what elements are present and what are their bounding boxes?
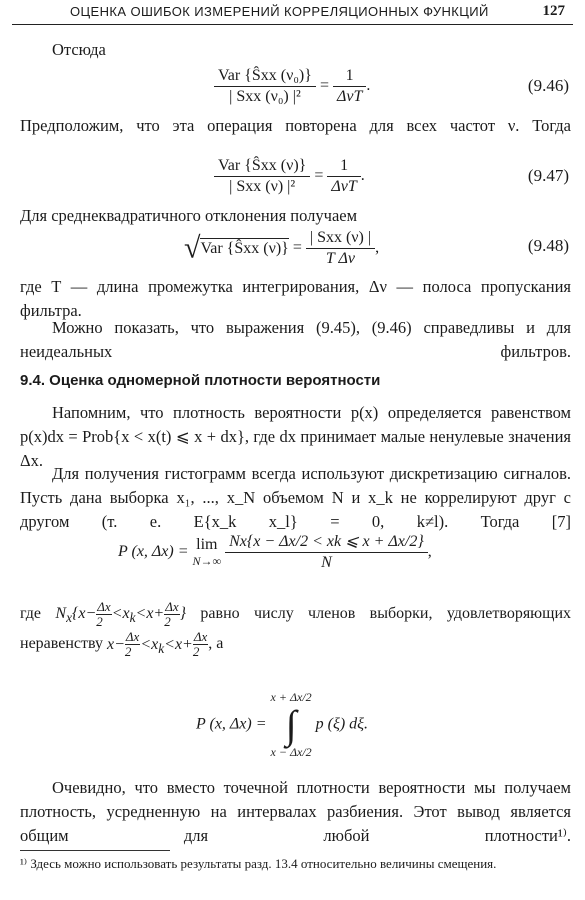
equation-P-int [196, 690, 368, 760]
gde-N-end: , а [208, 635, 224, 653]
paragraph-dlya-skv: Для среднеквадратичного отклонения получаем [20, 206, 358, 225]
lim-word: lim [196, 536, 218, 553]
gde-N-start: где [20, 605, 42, 623]
eq946-numerator: Var {Ŝxx (ν₀)} [214, 66, 316, 87]
eq946-denominator: | Sxx (ν₀) |² [229, 88, 301, 105]
eq946-rhs-numerator: 1 [333, 66, 366, 87]
equation-label-9-46: (9.46) [527, 76, 569, 95]
eq947-rhs-numerator: 1 [327, 156, 360, 177]
integral-operator [271, 690, 312, 760]
page-header [12, 0, 573, 25]
paragraph-predpolozhim: Предположим, что эта операция повторена для всех частот ν. Тогда [20, 116, 571, 135]
equation-9-46: $\frac{\text{Var \{Ŝxx (ν₀)\}}}{\text{| Sxx (ν₀) |²}}$ = $\frac{1}{\text{ΔνT}}$ . [214, 66, 370, 107]
section-heading: 9.4. Оценка одномерной плотности вероятности [20, 372, 381, 389]
lim-subscript: N→∞ [192, 554, 222, 568]
gde-N-mid: равно числу членов выборки, удовлетворяющих неравенству [20, 605, 572, 653]
paragraph-gde-T: где T — длина промежутка интегрирования, Δν — полоса пропускания фильтра. [20, 277, 571, 320]
page-number: 127 [542, 3, 565, 19]
eq948-rhs-denominator: T Δν [325, 250, 356, 267]
paragraph-gde-N: где $N_x\{x-$ $\frac{\Delta x}{2}$ $<x_k<x+$ $\frac{\Delta x}{2}$ } равно числу членов выборки, удовлетворяющих неравенству x− $\frac{\Delta x}{2}$ $<x_k<x+$ $\frac{\Delta x}{2}$ , а [20, 599, 572, 660]
paragraph-ochevidno: Очевидно, что вместо точечной плотности вероятности мы получаем плотность, усредненную на интервалах разбиения. Этот вывод является общим для любой плотности¹⁾. [20, 778, 571, 845]
eq946-rhs-denominator: ΔνT [336, 88, 363, 105]
eq947-numerator: Var {Ŝxx (ν)} [214, 156, 310, 177]
integral-upper-limit: x + Δx/2 [270, 690, 312, 704]
footnote-rule [20, 850, 170, 851]
equation-9-48: √Var {Ŝxx (ν)} = $\frac{\text{| Sxx (ν) |}}{\text{T Δν}}$ , [184, 229, 380, 267]
eq-P-lim-lhs: P (x, Δx) = [118, 543, 189, 561]
paragraph-dlya-gist: Для получения гистограмм всегда используют дискретизацию сигналов. Пусть дана выборка x₁, ..., x_N объемом N и x_k не коррелируют друг с другом (т. е. E{x_k x_l} = 0, k≠l). Тогда [7] [20, 464, 571, 531]
eq947-denominator: | Sxx (ν) |² [229, 178, 296, 195]
eq948-radicand: Var {Ŝxx (ν)} [200, 239, 289, 257]
eq-P-lim-numerator: Nx{x − Δx/2 < xk ⩽ x + Δx/2} [225, 532, 428, 553]
eq947-rhs-denominator: ΔνT [331, 178, 357, 195]
equation-label-9-47: (9.47) [527, 166, 569, 185]
equation-P-lim: P (x, Δx) = lim N→∞ $\frac{Nx\{x - \Delta x/2 < xk ⩽ x + \Delta x/2\}}{N}$ , [118, 533, 432, 571]
equation-9-47: $\frac{\text{Var \{Ŝxx (ν)\}}}{\text{| Sxx (ν) |²}}$ = $\frac{1}{\text{ΔνT}}$ . [214, 156, 365, 197]
eq-P-lim-denominator: N [321, 554, 332, 571]
sqrt-icon: √ [184, 231, 201, 265]
paragraph-otsyuda: Отсюда [52, 40, 106, 59]
eq948-rhs-numerator: | Sxx (ν) | [306, 228, 375, 249]
lim-operator [193, 536, 222, 569]
integrand: p (ξ) dξ. [315, 715, 369, 733]
footnote: ¹⁾ Здесь можно использовать результаты разд. 13.4 относительно величины смещения. [20, 856, 497, 871]
eq-P-int-lhs: P (x, Δx) = [196, 715, 267, 733]
paragraph-mozhno: Можно показать, что выражения (9.45), (9.46) справедливы и для неидеальных фильтров. [20, 318, 571, 361]
integral-icon: ∫ [285, 702, 297, 747]
equation-label-9-48: (9.48) [527, 236, 569, 255]
integral-lower-limit: x − Δx/2 [270, 745, 312, 759]
paragraph-napomnim: Напомним, что плотность вероятности p(x) определяется равенством p(x)dx = Prob{x < x(t) ⩽ x + dx}, где dx принимает малые ненулевые значения Δx. [20, 403, 571, 470]
running-head: ОЦЕНКА ОШИБОК ИЗМЕРЕНИЙ КОРРЕЛЯЦИОННЫХ ФУНКЦИЙ [70, 4, 489, 19]
